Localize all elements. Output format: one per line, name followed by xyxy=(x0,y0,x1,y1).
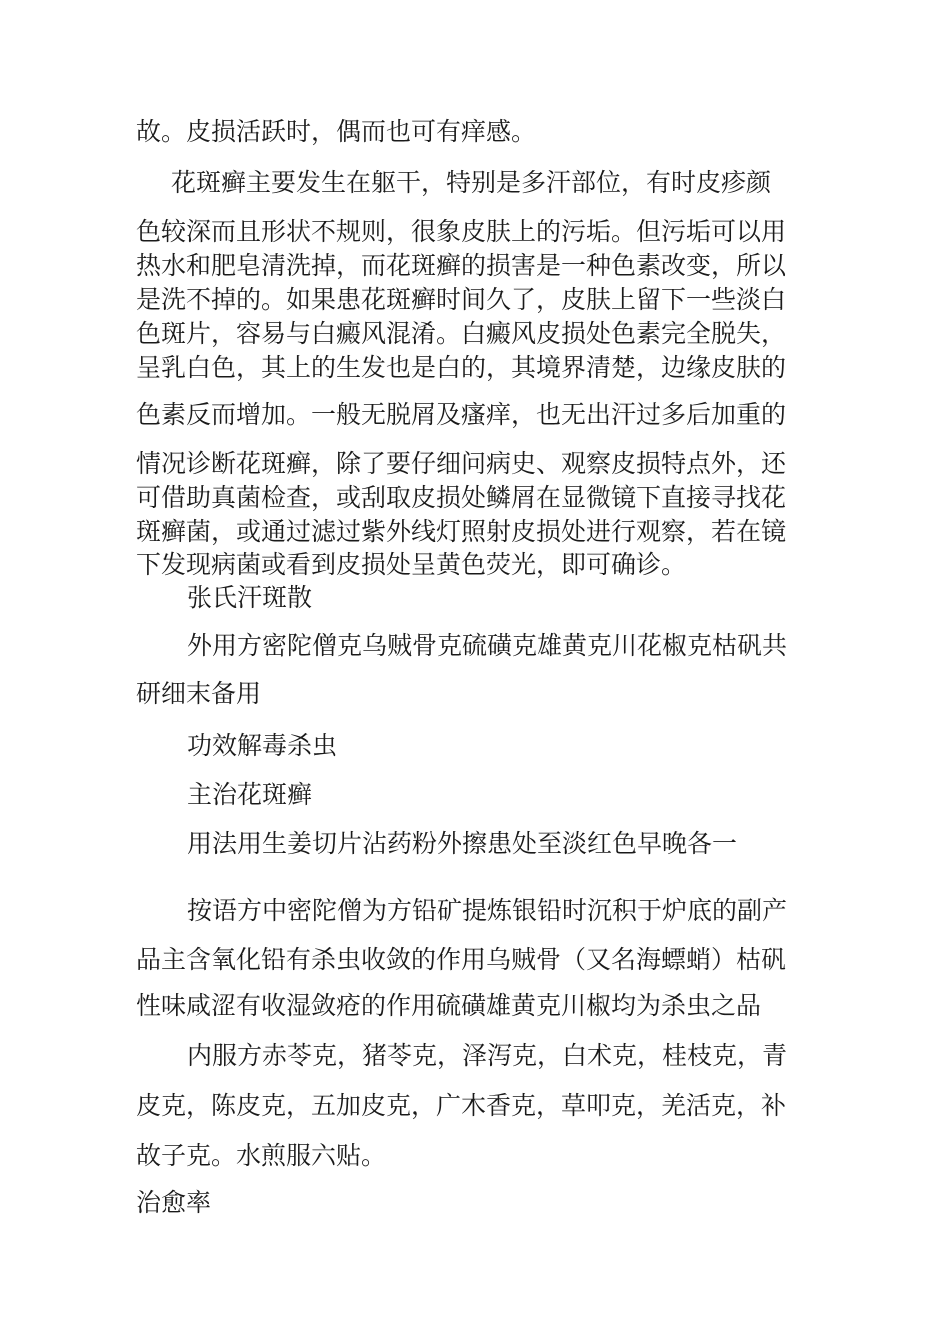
section-label: 治愈率 xyxy=(136,1188,212,1217)
paragraph-line: 主治花斑癣 xyxy=(187,780,313,809)
paragraph-line: 按语方中密陀僧为方铅矿提炼银铅时沉积于炉底的副产 xyxy=(187,896,788,925)
paragraph-line: 呈乳白色，其上的生发也是白的，其境界清楚，边缘皮肤的 xyxy=(136,353,787,382)
paragraph-line: 斑癣菌，或通过滤过紫外线灯照射皮损处进行观察，若在镜 xyxy=(136,517,787,546)
paragraph-line: 色斑片，容易与白癜风混淆。白癜风皮损处色素完全脱失， xyxy=(136,319,787,348)
paragraph-line: 花斑癣主要发生在躯干，特别是多汗部位，有时皮疹颜 xyxy=(171,168,772,197)
paragraph-line: 故。皮损活跃时，偶而也可有痒感。 xyxy=(136,117,537,146)
paragraph-line: 品主含氧化铅有杀虫收敛的作用乌贼骨（又名海螵蛸）枯矾 xyxy=(136,945,787,974)
paragraph-line: 皮克，陈皮克，五加皮克，广木香克，草叩克，羌活克，补 xyxy=(136,1091,787,1120)
paragraph-line: 故子克。水煎服六贴。 xyxy=(136,1141,387,1170)
paragraph-line: 用法用生姜切片沾药粉外擦患处至淡红色早晚各一 xyxy=(187,829,738,858)
paragraph-line: 热水和肥皂清洗掉，而花斑癣的损害是一种色素改变，所以 xyxy=(136,251,787,280)
formula-title: 张氏汗斑散 xyxy=(187,583,313,612)
paragraph-line: 色素反而增加。一般无脱屑及瘙痒，也无出汗过多后加重的 xyxy=(136,400,787,429)
paragraph-line: 功效解毒杀虫 xyxy=(187,731,338,760)
paragraph-line: 色较深而且形状不规则，很象皮肤上的污垢。但污垢可以用 xyxy=(136,217,787,246)
paragraph-line: 是洗不掉的。如果患花斑癣时间久了，皮肤上留下一些淡白 xyxy=(136,285,787,314)
paragraph-line: 性味咸涩有收湿敛疮的作用硫磺雄黄克川椒均为杀虫之品 xyxy=(136,991,762,1020)
paragraph-line: 下发现病菌或看到皮损处呈黄色荧光，即可确诊。 xyxy=(136,550,687,579)
paragraph-line: 情况诊断花斑癣，除了要仔细问病史、观察皮损特点外，还 xyxy=(136,449,787,478)
paragraph-line: 研细末备用 xyxy=(136,679,262,708)
paragraph-line: 可借助真菌检查，或刮取皮损处鳞屑在显微镜下直接寻找花 xyxy=(136,483,787,512)
paragraph-line: 内服方赤苓克，猪苓克，泽泻克，白术克，桂枝克，青 xyxy=(187,1041,788,1070)
paragraph-line: 外用方密陀僧克乌贼骨克硫磺克雄黄克川花椒克枯矾共 xyxy=(187,631,788,660)
